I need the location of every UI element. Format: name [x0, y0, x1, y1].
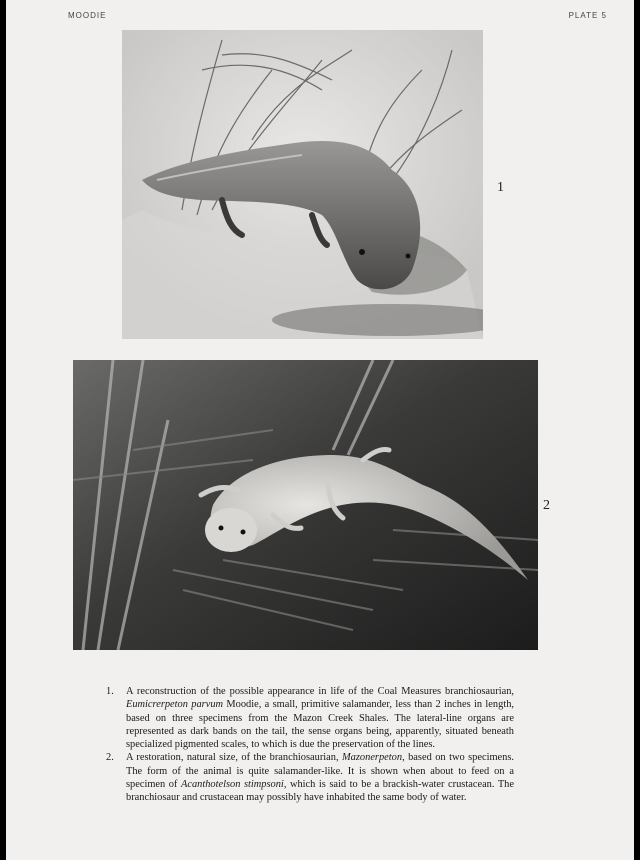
salamander-underwater-drawing: [73, 360, 538, 650]
figure-captions: [106, 685, 514, 805]
figure-2-number: 2: [543, 498, 550, 513]
header-plate-number: PLATE 5: [568, 11, 607, 20]
figure-1-number: 1: [497, 180, 504, 195]
caption-2-crustacean-name: Acanthotelson stimpsoni: [180, 779, 284, 791]
caption-2: [106, 751, 514, 804]
caption-1-text-b: Moodie, a small, primitive salamander, less than 2 inches in length, based on three specimens from the Mazon Creek Shales. The lateral-line organs are represented as dark bands on the tail, the sense organs being, apparently, situated beneath specialized pigmented scales, to which is due the preservation of the lines.: [126, 699, 514, 751]
figure-1-illustration: [122, 30, 483, 339]
caption-1-number: 1.: [106, 686, 114, 697]
caption-2-text-a: A restoration, natural size, of the branchiosaurian,: [126, 752, 343, 764]
plate-page: [6, 0, 634, 860]
caption-1-text-a: A reconstruction of the possible appearance in life of the Coal Measures branchiosaurian,: [126, 686, 514, 697]
salamander-on-bank-drawing: [122, 30, 483, 339]
caption-1-species-name: Eumicrerpeton parvum: [126, 699, 224, 711]
caption-2-text-c: , which is said to be a brackish-water crustacean. The branchiosaur and crustacean may possibly have inhabited the same body of water.: [126, 779, 514, 804]
header-author: MOODIE: [68, 11, 107, 20]
caption-2-number: 2.: [106, 752, 114, 764]
caption-1: [106, 685, 514, 751]
figure-2-illustration: [73, 360, 538, 650]
caption-2-genus-name: Mazonerpeton: [342, 752, 403, 764]
caption-2-text-b: , based on two specimens. The form of the animal is quite salamander-like. It is shown when about to feed on a specimen of: [126, 752, 514, 791]
